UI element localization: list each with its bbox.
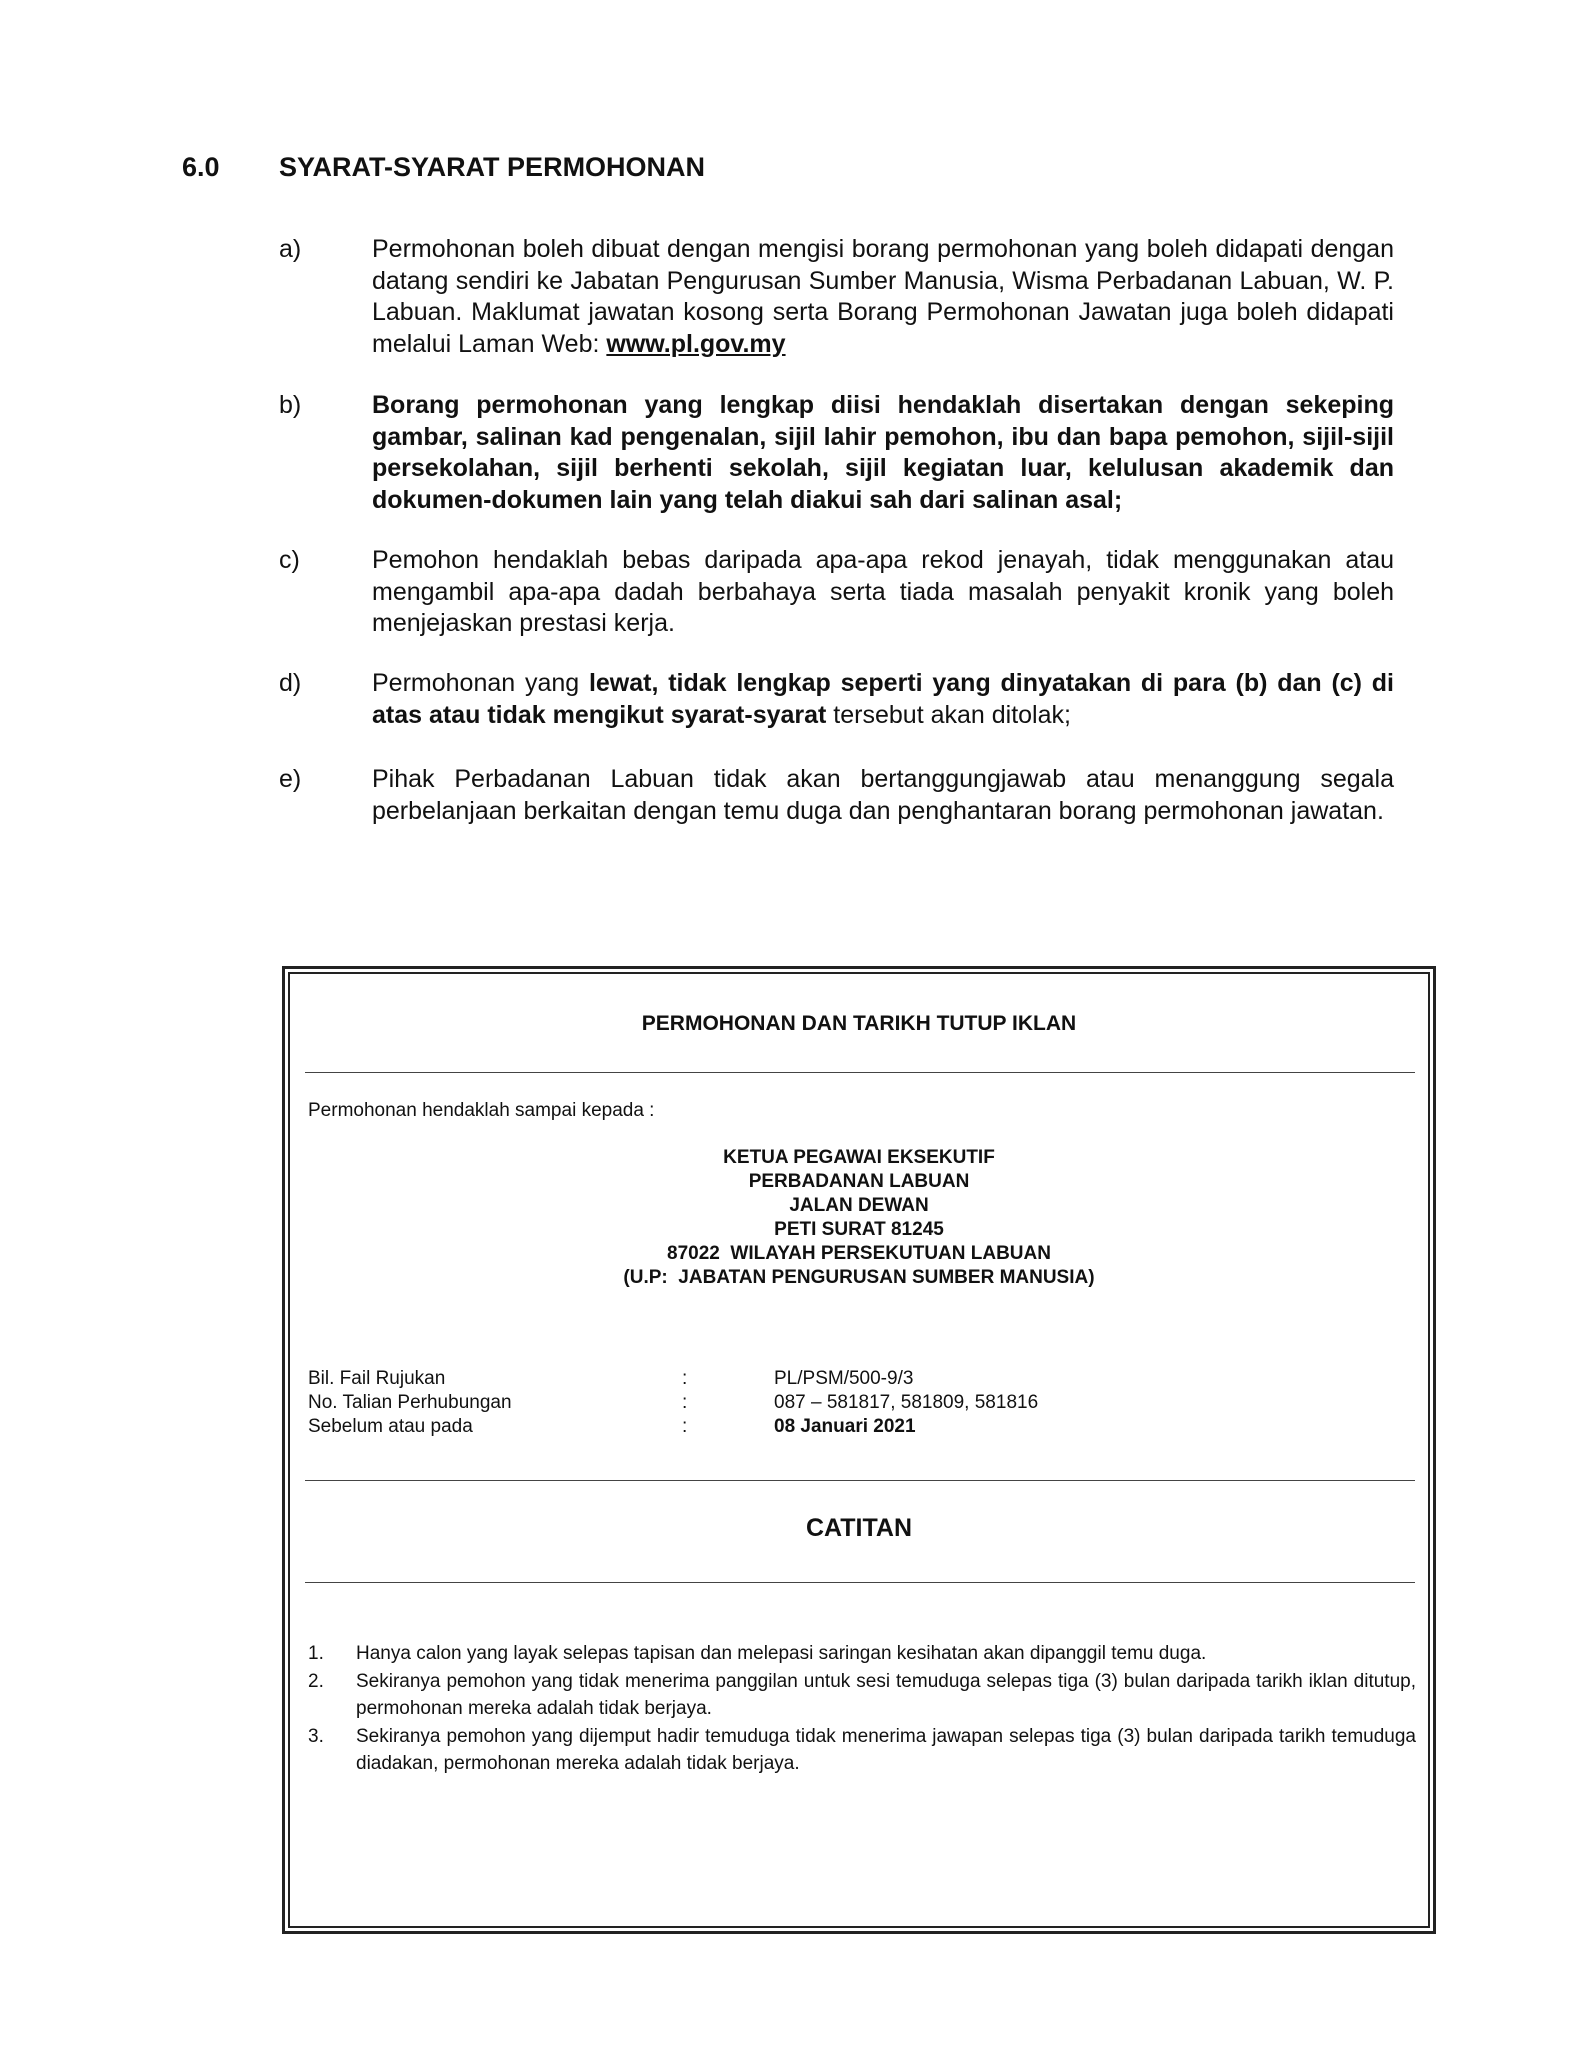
clause-d-after: tersebut akan ditolak; [826, 700, 1071, 729]
clause-text [372, 668, 1394, 731]
note-text: Sekiranya pemohon yang tidak menerima panggilan untuk sesi temuduga selepas tiga (3) bulan daripada tarikh iklan ditutup, permohonan mereka adalah tidak berjaya. [356, 1671, 1416, 1719]
address-line: (U.P: JABATAN PENGURUSAN SUMBER MANUSIA) [623, 1267, 1095, 1288]
info-value-phone: 087 – 581817, 581809, 581816 [774, 1392, 1039, 1413]
website-link[interactable]: www.pl.gov.my [606, 329, 786, 358]
clause-letter: c) [279, 546, 300, 574]
divider [305, 1480, 1415, 1481]
note-number: 3. [308, 1726, 324, 1747]
clause-letter: e) [279, 765, 302, 793]
address-block [303, 1146, 1415, 1290]
address-line: 87022 WILAYAH PERSEKUTUAN LABUAN [667, 1243, 1051, 1264]
divider [305, 1582, 1415, 1583]
divider [305, 1072, 1415, 1073]
box-title: PERMOHONAN DAN TARIKH TUTUP IKLAN [641, 1012, 1077, 1035]
clause-text: Pihak Perbadanan Labuan tidak akan bertanggungjawab atau menanggung segala perbelanjaan berkaitan dengan temu duga dan penghantaran borang permohonan jawatan. [372, 765, 1394, 825]
clause-text [372, 234, 1394, 360]
notes-title: CATITAN [806, 1514, 912, 1542]
clause-a-body: Permohonan boleh dibuat dengan mengisi borang permohonan yang boleh didapati dengan datang sendiri ke Jabatan Pengurusan Sumber Manusia, Wisma Perbadanan Labuan, W. P. Labuan. Maklumat jawatan kosong serta Borang Permohonan Jawatan juga boleh didapati melalui Laman Web: [372, 235, 1394, 358]
info-colon: : [682, 1416, 688, 1437]
info-colon: : [682, 1392, 688, 1413]
send-to-label: Permohonan hendaklah sampai kepada : [308, 1100, 655, 1121]
clause-letter: d) [279, 669, 302, 697]
note-text: Sekiranya pemohon yang dijemput hadir temuduga tidak menerima jawapan selepas tiga (3) bulan daripada tarikh temuduga diadakan, permohonan mereka adalah tidak berjaya. [356, 1726, 1416, 1774]
info-label-phone: No. Talian Perhubungan [308, 1392, 512, 1413]
clause-letter: b) [279, 391, 302, 419]
address-line: JALAN DEWAN [789, 1195, 929, 1216]
address-line: PETI SURAT 81245 [774, 1219, 944, 1240]
address-line: KETUA PEGAWAI EKSEKUTIF [723, 1147, 995, 1168]
info-label-deadline: Sebelum atau pada [308, 1416, 473, 1437]
info-value-file-ref: PL/PSM/500-9/3 [774, 1368, 914, 1389]
clause-text: Pemohon hendaklah bebas daripada apa-apa rekod jenayah, tidak menggunakan atau mengambil apa-apa dadah berbahaya serta tiada masalah penyakit kronik yang boleh menjejaskan prestasi kerja. [372, 546, 1394, 637]
info-value-deadline: 08 Januari 2021 [774, 1416, 916, 1437]
note-number: 1. [308, 1643, 324, 1664]
address-line: PERBADANAN LABUAN [748, 1171, 970, 1192]
info-colon: : [682, 1368, 688, 1389]
section-title: SYARAT-SYARAT PERMOHONAN [279, 152, 706, 182]
info-label-file-ref: Bil. Fail Rujukan [308, 1368, 446, 1389]
clause-letter: a) [279, 235, 302, 263]
clause-text: Borang permohonan yang lengkap diisi hendaklah disertakan dengan sekeping gambar, salinan kad pengenalan, sijil lahir pemohon, ibu dan bapa pemohon, sijil-sijil persekolahan, sijil berhenti sekolah, sijil kegiatan luar, kelulusan akademik dan dokumen-dokumen lain yang telah diakui sah dari salinan asal; [372, 391, 1394, 514]
section-number: 6.0 [182, 152, 220, 182]
clause-d-bold: lewat, tidak lengkap seperti yang dinyatakan di para (b) dan (c) di atas atau tidak mengikut syarat-syarat [372, 669, 1394, 729]
note-number: 2. [308, 1671, 324, 1692]
clause-d-before: Permohonan yang [372, 669, 589, 697]
note-text: Hanya calon yang layak selepas tapisan dan melepasi saringan kesihatan akan dipanggil temu duga. [356, 1643, 1207, 1664]
